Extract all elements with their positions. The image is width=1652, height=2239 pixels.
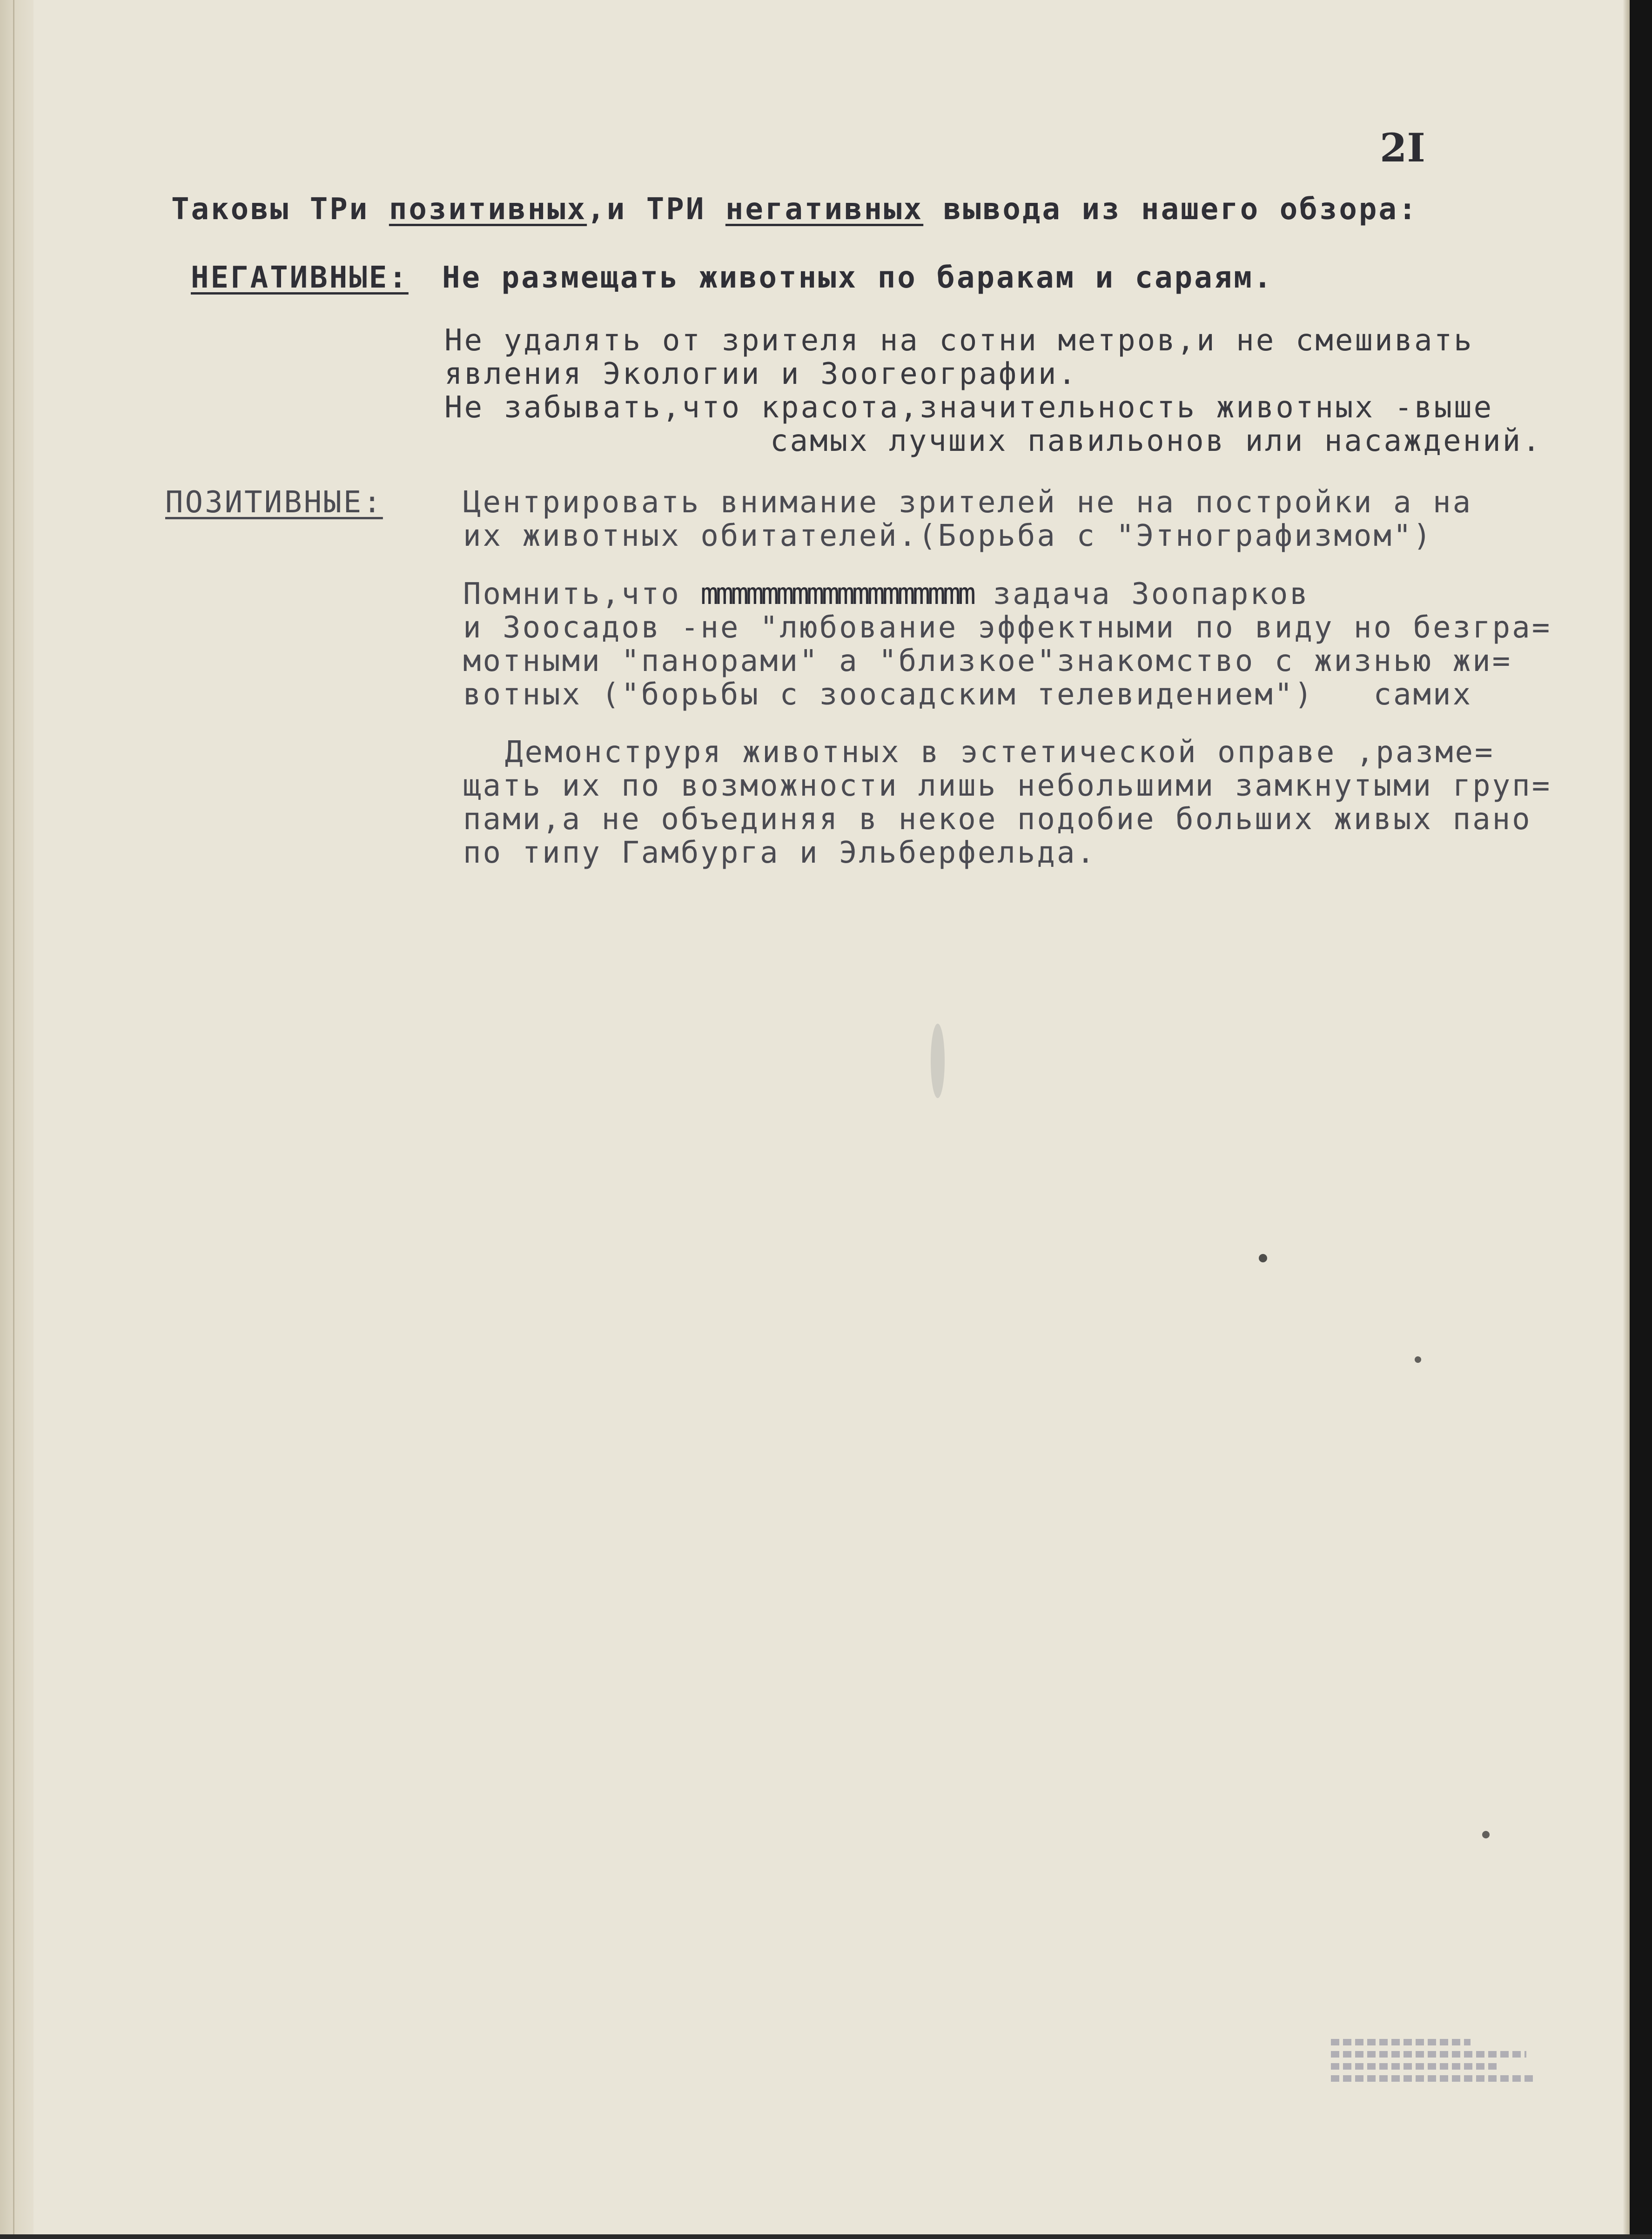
heading-suffix: вывода из нашего обзора:: [923, 192, 1418, 227]
page-number: 2I: [1380, 125, 1425, 171]
archive-stamp: [1331, 2033, 1554, 2131]
scan-border-right: [1630, 0, 1652, 2239]
positive-item-2-line-2: и Зоосадов -не "любование эффектными по виду но безгра=: [463, 610, 1552, 645]
positive-item-3-line-4: по типу Гамбурга и Эльберфельда.: [463, 836, 1096, 870]
positive-item-1-line-1: Центрировать внимание зрителей не на постройки а на: [463, 485, 1473, 520]
negative-item-3-line-2: самых лучших павильонов или насаждений.: [770, 424, 1542, 458]
positive-item-3-line-2: щать их по возможности лишь небольшими замкнутыми груп=: [463, 769, 1552, 803]
heading-word-positive: позитивных: [389, 192, 587, 227]
positive-item-2-suffix: задача Зоопарков: [973, 577, 1310, 611]
positive-item-2-line-3: мотными "панорами" а "близкое"знакомство с жизнью жи=: [463, 644, 1512, 678]
page-right-shadow: [1623, 0, 1630, 2239]
negative-item-2-line-1: Не удалять от зрителя на сотни метров,и не смешивать: [444, 323, 1474, 358]
positive-item-3-line-3: пами,а не объединяя в некое подобие больших живых пано: [463, 802, 1532, 837]
page-left-margin: [0, 0, 34, 2239]
positive-item-2-line-4: вотных ("борьбы с зоосадским телевидением") самих: [463, 677, 1473, 712]
positive-item-2-prefix: Помнить,что: [463, 577, 701, 611]
negative-item-3-line-1: Не забывать,что красота,значительность животных -выше: [444, 390, 1494, 425]
heading-middle: ,и ТРИ: [587, 192, 725, 227]
positive-item-3-line-1: Демонструря животных в эстетической оправе ,разме=: [505, 735, 1495, 770]
positive-label: ПОЗИТИВНЫЕ:: [165, 485, 383, 520]
ink-dot: [1259, 1254, 1267, 1262]
positive-item-2-line-1: [463, 579, 1310, 609]
negative-item-1: Не размещать животных по баракам и сараям.: [442, 261, 1274, 295]
page-fold-line: [13, 0, 14, 2239]
positive-item-1-line-2: их животных обитателей.(Борьба с "Этнографизмом"): [463, 519, 1433, 553]
ink-dot: [1482, 1831, 1490, 1838]
ink-dot: [1415, 1356, 1421, 1363]
summary-heading: [171, 192, 1418, 227]
heading-word-negative: негативных: [725, 192, 924, 227]
scan-border-bottom: [0, 2234, 1652, 2239]
negative-item-2-line-2: явления Экологии и Зоогеографии.: [444, 357, 1078, 391]
heading-prefix: Таковы ТРи: [171, 192, 389, 227]
ink-smudge: [931, 1024, 945, 1098]
negative-label: НЕГАТИВНЫЕ:: [191, 261, 409, 295]
struck-out-text: mmmmmmmmmmmmmmmmmm: [700, 577, 973, 611]
